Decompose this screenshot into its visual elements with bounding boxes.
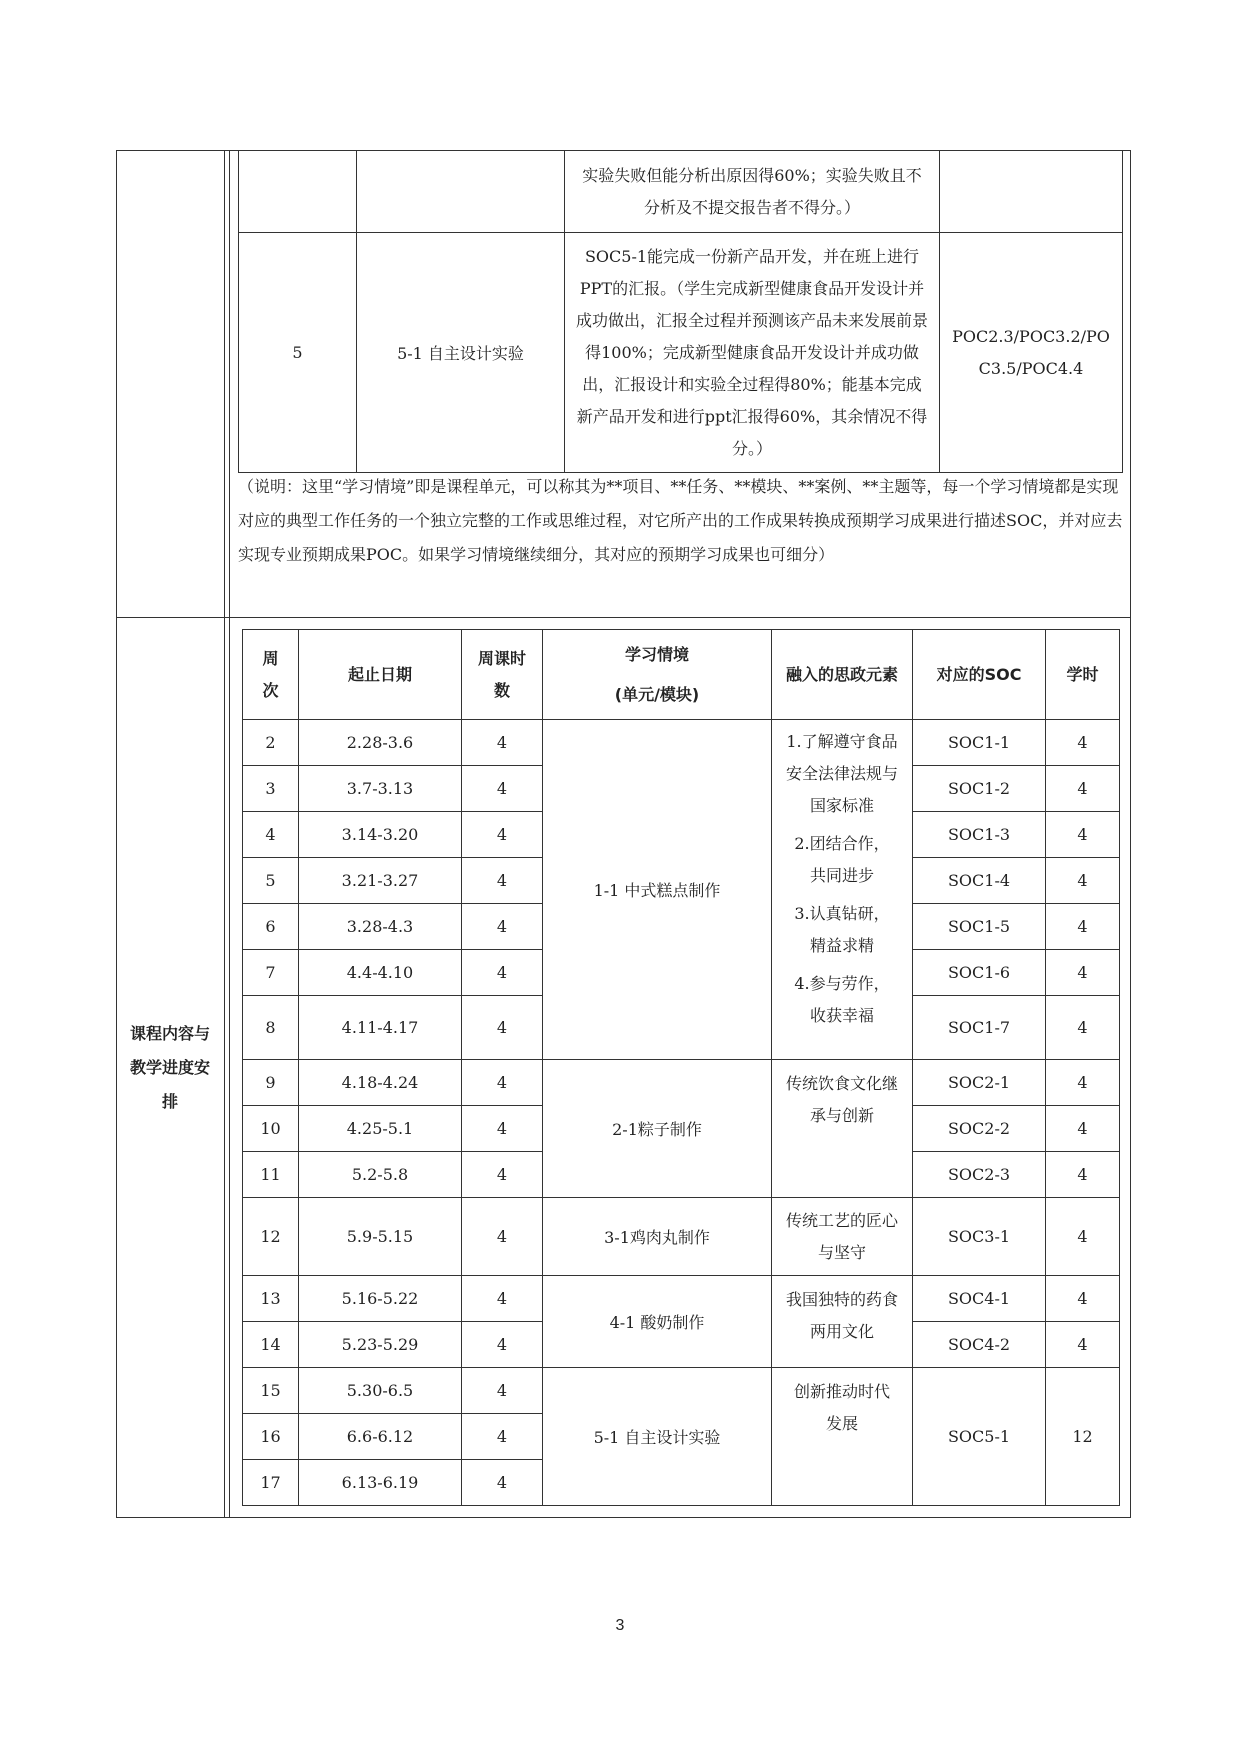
hours-per-week: 4 [462,1152,543,1198]
dates: 4.25-5.1 [299,1106,462,1152]
ideology-item: 3.认真钻研，精益求精 [794,904,890,955]
hours-per-week: 4 [462,1460,543,1506]
schedule-table [242,629,1120,1506]
soc: SOC1-1 [913,720,1046,766]
table-row [243,1198,1120,1276]
ideology-elements [772,1368,913,1506]
week: 9 [243,1060,299,1106]
week: 15 [243,1368,299,1414]
soc: SOC1-4 [913,858,1046,904]
assessment-description [565,233,940,473]
hours: 4 [1046,1322,1120,1368]
hours-per-week: 4 [462,1276,543,1322]
soc: SOC1-2 [913,766,1046,812]
label-column-divider-inner [229,150,230,1518]
ideology-item: 2.团结合作，共同进步 [794,834,890,885]
week: 5 [243,858,299,904]
learning-situation [357,151,565,233]
dates: 2.28-3.6 [299,720,462,766]
page-number: 3 [615,1617,625,1634]
soc: SOC1-3 [913,812,1046,858]
section-separator [116,617,1131,618]
header-dates: 起止日期 [299,630,462,720]
table-row [239,151,1123,233]
header-hours-per-week [462,630,543,720]
hours: 4 [1046,1276,1120,1322]
dates: 3.21-3.27 [299,858,462,904]
ideology-item: 创新推动时代发展 [793,1382,890,1433]
week: 11 [243,1152,299,1198]
hours-per-week: 4 [462,1198,543,1276]
dates: 3.7-3.13 [299,766,462,812]
hours: 4 [1046,1152,1120,1198]
week: 7 [243,950,299,996]
ideology-elements [772,720,913,1060]
ideology-item: 1.了解遵守食品安全法律法规与国家标准 [786,732,899,815]
soc: SOC1-5 [913,904,1046,950]
ideology-item: 传统饮食文化继承与创新 [785,1074,898,1125]
table-row [243,1276,1120,1322]
soc: SOC2-2 [913,1106,1046,1152]
week: 14 [243,1322,299,1368]
week: 4 [243,812,299,858]
week: 16 [243,1414,299,1460]
week: 17 [243,1460,299,1506]
dates: 6.13-6.19 [299,1460,462,1506]
table-row [243,1060,1120,1106]
ideology-elements [772,1198,913,1276]
week: 8 [243,996,299,1060]
dates: 5.9-5.15 [299,1198,462,1276]
ideology-item: 4.参与劳作，收获幸福 [794,974,890,1025]
soc: SOC4-2 [913,1322,1046,1368]
header-ideology-text: 融入的思政元素 [786,664,899,684]
dates: 3.14-3.20 [299,812,462,858]
soc: SOC2-1 [913,1060,1046,1106]
hours-per-week: 4 [462,996,543,1060]
header-row [243,630,1120,720]
hours-per-week: 4 [462,950,543,996]
ideology-item: 传统工艺的匠心与坚守 [785,1210,898,1262]
hours: 12 [1046,1368,1120,1506]
ideology-elements [772,1060,913,1198]
dates: 4.4-4.10 [299,950,462,996]
dates: 5.23-5.29 [299,1322,462,1368]
learning-situation: 5-1 自主设计实验 [357,233,565,473]
row-number [239,151,357,233]
soc: SOC1-7 [913,996,1046,1060]
table-row [243,1368,1120,1414]
section-label-text: 课程内容与教学进度安排 [129,1023,210,1111]
header-hours-text: 周课时数 [477,648,526,700]
week: 2 [243,720,299,766]
section-label [116,617,224,1518]
unit-name: 4-1 酸奶制作 [543,1276,772,1368]
hours-per-week: 4 [462,720,543,766]
table-row [243,720,1120,766]
hours-per-week: 4 [462,766,543,812]
poc-text: POC2.3/POC3.2/POC3.5/POC4.4 [952,326,1110,378]
header-situation-sub: (单元/模块) [614,684,700,704]
unit-name: 1-1 中式糕点制作 [543,720,772,1060]
soc: SOC3-1 [913,1198,1046,1276]
header-hours: 学时 [1046,630,1120,720]
header-week-text: 周次 [262,648,279,700]
dates: 5.16-5.22 [299,1276,462,1322]
description-text: 实验失败但能分析出原因得60%；实验失败且不分析及不提交报告者不得分。） [582,165,922,217]
hours-per-week: 4 [462,1368,543,1414]
soc: SOC2-3 [913,1152,1046,1198]
hours-per-week: 4 [462,1106,543,1152]
description-text: SOC5-1能完成一份新产品开发，并在班上进行PPT的汇报。（学生完成新型健康食品开发设计并成功做出，汇报全过程并预测该产品未来发展前景得100%；完成新型健康食品开发设计并成功做出，汇报设计和实验全过程得80%；能基本完成新产品开发和进行ppt汇报得60%，其余情况不得分。） [575,246,928,458]
ideology-elements [772,1276,913,1368]
dates: 4.18-4.24 [299,1060,462,1106]
soc: SOC5-1 [913,1368,1046,1506]
soc: SOC4-1 [913,1276,1046,1322]
header-situation [543,630,772,720]
hours: 4 [1046,1106,1120,1152]
hours: 4 [1046,950,1120,996]
week: 10 [243,1106,299,1152]
row-number: 5 [239,233,357,473]
hours: 4 [1046,1198,1120,1276]
dates: 5.30-6.5 [299,1368,462,1414]
hours-per-week: 4 [462,1060,543,1106]
hours-per-week: 4 [462,812,543,858]
hours: 4 [1046,1060,1120,1106]
assessment-table [238,150,1123,473]
header-week [243,630,299,720]
hours-per-week: 4 [462,858,543,904]
header-situation-text: 学习情境 [624,644,689,664]
hours: 4 [1046,720,1120,766]
dates: 5.2-5.8 [299,1152,462,1198]
header-ideology [772,630,913,720]
unit-name: 2-1粽子制作 [543,1060,772,1198]
hours-per-week: 4 [462,904,543,950]
unit-name: 5-1 自主设计实验 [543,1368,772,1506]
week: 13 [243,1276,299,1322]
week: 6 [243,904,299,950]
hours-per-week: 4 [462,1322,543,1368]
week: 12 [243,1198,299,1276]
assessment-description [565,151,940,233]
table-row [239,233,1123,473]
poc-mapping [940,233,1123,473]
hours: 4 [1046,904,1120,950]
hours: 4 [1046,996,1120,1060]
hours-per-week: 4 [462,1414,543,1460]
unit-name: 3-1鸡肉丸制作 [543,1198,772,1276]
week: 3 [243,766,299,812]
hours: 4 [1046,812,1120,858]
dates: 3.28-4.3 [299,904,462,950]
explanation-note: （说明：这里“学习情境”即是课程单元，可以称其为**项目、**任务、**模块、**案例、**主题等，每一个学习情境都是实现对应的典型工作任务的一个独立完整的工作或思维过程，对它所产出的工作成果转换成预期学习成果进行描述SOC，并对应去实现专业预期成果POC。如果学习情境继续细分，其对应的预期学习成果也可细分） [238,477,1123,564]
label-column-divider [224,150,225,1518]
dates: 4.11-4.17 [299,996,462,1060]
header-soc: 对应的SOC [913,630,1046,720]
soc: SOC1-6 [913,950,1046,996]
hours: 4 [1046,858,1120,904]
poc-mapping [940,151,1123,233]
dates: 6.6-6.12 [299,1414,462,1460]
ideology-item: 我国独特的药食两用文化 [785,1290,898,1341]
hours: 4 [1046,766,1120,812]
